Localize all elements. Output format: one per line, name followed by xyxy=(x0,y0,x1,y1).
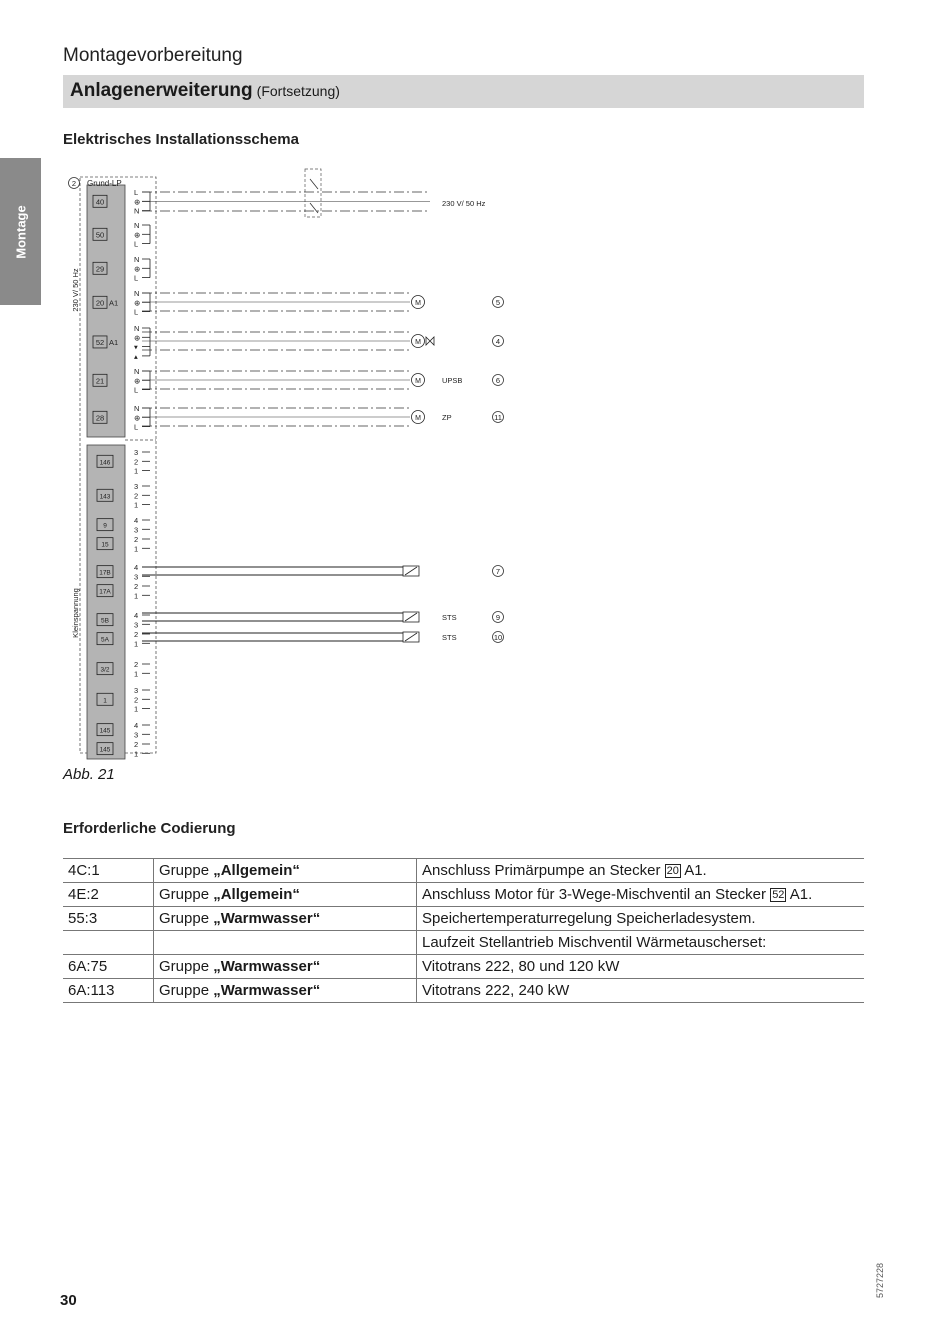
pin-label: ⊕ xyxy=(134,413,141,423)
description-suffix: A1. xyxy=(786,886,813,903)
coding-row xyxy=(63,907,864,931)
plug-number: 17A xyxy=(99,588,111,596)
pin-label: ⊕ xyxy=(134,333,141,343)
component-ref: 7 xyxy=(495,567,501,576)
pin-label: L xyxy=(134,188,139,197)
description-text: Vitotrans 222, 240 kW xyxy=(422,982,570,999)
plug-number: 5A xyxy=(101,636,109,644)
pin-label: 3 xyxy=(134,482,139,491)
pin-label: N xyxy=(134,404,140,413)
component-ref: 10 xyxy=(493,633,503,642)
coding-heading: Erforderliche Codierung xyxy=(63,820,236,837)
group-name: „Warmwasser“ xyxy=(213,910,321,927)
description-cell xyxy=(417,883,865,907)
pin-label: ▴ xyxy=(134,351,138,361)
voltage-label-right: 230 V/ 50 Hz xyxy=(442,199,486,208)
plug-number: 40 xyxy=(95,197,105,207)
description-text: Anschluss Motor für 3-Wege-Mischventil an Stecker xyxy=(422,886,771,903)
page-title-text: Anlagenerweiterung xyxy=(70,80,253,101)
pin-label: 4 xyxy=(134,721,139,730)
valve-symbol xyxy=(426,337,434,345)
group-name: „Warmwasser“ xyxy=(213,982,321,999)
power-bar xyxy=(87,185,125,437)
description-text: Laufzeit Stellantrieb Mischventil Wärmetauscherset: xyxy=(422,934,767,951)
code-cell: 6A:113 xyxy=(63,979,154,1003)
plug-number: 3/2 xyxy=(100,666,110,674)
coding-table xyxy=(63,858,864,1003)
pin-label: 2 xyxy=(134,630,139,639)
pin-label: 1 xyxy=(134,500,139,510)
motor-label: M xyxy=(415,378,421,385)
plug-suffix: A1 xyxy=(109,298,119,308)
group-cell xyxy=(154,979,417,1003)
coding-row xyxy=(63,955,864,979)
component-ref: 11 xyxy=(494,413,502,422)
group-name: „Warmwasser“ xyxy=(213,958,321,975)
pin-label: N xyxy=(134,221,140,230)
pin-label: 4 xyxy=(134,563,139,572)
pin-label: ⊕ xyxy=(134,230,141,240)
group-prefix: Gruppe xyxy=(159,958,214,975)
plug-box: 20 xyxy=(666,865,679,877)
plug-number: 52 xyxy=(95,337,105,347)
component-ref: 5 xyxy=(495,298,501,307)
pin-label: N xyxy=(134,367,140,376)
group-cell xyxy=(154,931,417,955)
pin-label: N xyxy=(134,324,140,333)
group-prefix: Gruppe xyxy=(159,910,214,927)
pin-label: 1 xyxy=(134,639,139,649)
plug-number: 28 xyxy=(95,413,105,423)
group-name: „Allgemein“ xyxy=(213,886,300,903)
pin-label: 3 xyxy=(134,686,139,695)
pin-label: L xyxy=(134,422,139,432)
component-label: UPSB xyxy=(442,376,463,385)
page-number: 30 xyxy=(60,1292,77,1309)
motor-label: M xyxy=(415,300,421,307)
pin-label: 4 xyxy=(134,516,139,525)
plug-number: 146 xyxy=(99,459,111,467)
voltage-label-left: 230 V/ 50 Hz xyxy=(71,268,80,312)
main-switch-frame xyxy=(305,169,321,217)
group-cell xyxy=(154,907,417,931)
description-text: Anschluss Primärpumpe an Stecker xyxy=(422,862,665,879)
code-cell: 4C:1 xyxy=(63,859,154,883)
plug-number: 143 xyxy=(99,493,111,501)
pin-label: L xyxy=(134,385,139,395)
pin-label: 2 xyxy=(134,535,139,544)
pin-label: 3 xyxy=(134,730,139,740)
low-voltage-label: Kleinspannung xyxy=(71,588,80,638)
motor-label: M xyxy=(415,339,421,346)
group-prefix: Gruppe xyxy=(159,982,214,999)
schema-heading: Elektrisches Installationsschema xyxy=(63,131,299,148)
group-cell xyxy=(154,883,417,907)
component-ref: 4 xyxy=(495,337,501,346)
pin-label: L xyxy=(134,307,139,317)
pin-label: 3 xyxy=(134,448,139,457)
page-title-suffix: (Fortsetzung) xyxy=(256,83,340,99)
section-title: Montagevorbereitung xyxy=(63,45,243,66)
pin-label: 2 xyxy=(134,491,139,501)
plug-number: 9 xyxy=(103,522,107,530)
pin-label: 2 xyxy=(134,457,139,467)
page-heading-bar xyxy=(63,75,864,108)
main-switch xyxy=(310,179,318,213)
description-cell xyxy=(417,931,865,955)
pin-label: ⊕ xyxy=(134,298,141,308)
description-cell xyxy=(417,955,865,979)
description-text: Speichertemperaturregelung Speicherladesystem. xyxy=(422,910,756,927)
component-label: ZP xyxy=(442,413,452,422)
group-prefix: Gruppe xyxy=(159,886,214,903)
side-tab-label: Montage xyxy=(13,204,28,259)
pin-label: 4 xyxy=(134,611,139,620)
coding-row xyxy=(63,979,864,1003)
pin-label: L xyxy=(134,239,139,249)
plug-number: 29 xyxy=(95,264,105,274)
coding-row xyxy=(63,859,864,883)
coding-row xyxy=(63,883,864,907)
pin-label: 2 xyxy=(134,740,139,749)
board-label: Grund-LP xyxy=(87,179,122,188)
component-label: STS xyxy=(442,613,457,622)
motor-label: M xyxy=(415,415,421,422)
description-cell xyxy=(417,979,865,1003)
plug-number: 20 xyxy=(95,298,105,308)
pin-label: ⊕ xyxy=(134,197,141,207)
wiring-diagram xyxy=(60,165,540,765)
pin-label: ⊕ xyxy=(134,376,141,386)
pin-label: 1 xyxy=(134,591,139,601)
pin-label: 1 xyxy=(134,704,139,714)
side-tab[interactable] xyxy=(0,158,41,305)
pin-label: 3 xyxy=(134,572,139,582)
code-cell: 55:3 xyxy=(63,907,154,931)
pin-label: 1 xyxy=(134,466,139,476)
group-name: „Allgemein“ xyxy=(213,862,300,879)
component-ref: 9 xyxy=(495,613,501,622)
pin-label: 2 xyxy=(134,582,139,591)
description-cell xyxy=(417,859,865,883)
pin-label: 2 xyxy=(134,695,139,705)
pin-label: L xyxy=(134,273,139,283)
code-cell: 6A:75 xyxy=(63,955,154,979)
pin-label: 1 xyxy=(134,749,139,759)
component-label: STS xyxy=(442,633,457,642)
pin-label: N xyxy=(134,255,140,264)
pin-label: N xyxy=(134,289,140,298)
document-number: 5727228 xyxy=(875,1262,885,1298)
plug-number: 17B xyxy=(99,569,111,577)
description-suffix: A1. xyxy=(680,862,707,879)
plug-number: 50 xyxy=(95,230,105,240)
pin-label: 3 xyxy=(134,525,139,535)
plug-number: 5B xyxy=(101,617,109,625)
code-cell: 4E:2 xyxy=(63,883,154,907)
pin-label: 3 xyxy=(134,620,139,630)
description-text: Vitotrans 222, 80 und 120 kW xyxy=(422,958,620,975)
figure-caption: Abb. 21 xyxy=(63,766,115,783)
plug-number: 145 xyxy=(99,727,111,735)
plug-number: 21 xyxy=(95,376,105,386)
group-cell xyxy=(154,955,417,979)
group-cell xyxy=(154,859,417,883)
component-ref: 6 xyxy=(495,376,501,385)
code-cell xyxy=(63,931,154,955)
coding-row xyxy=(63,931,864,955)
group-prefix: Gruppe xyxy=(159,862,214,879)
plug-number: 145 xyxy=(99,746,111,754)
plug-number: 1 xyxy=(103,697,107,705)
board-number: 2 xyxy=(71,179,77,188)
plug-suffix: A1 xyxy=(109,337,119,347)
low-voltage-bar xyxy=(87,445,125,759)
pin-label: ▾ xyxy=(134,342,138,352)
description-cell xyxy=(417,907,865,931)
page-title xyxy=(70,80,340,102)
pin-label: 1 xyxy=(134,544,139,554)
pin-label: 2 xyxy=(134,660,139,669)
pin-label: ⊕ xyxy=(134,264,141,274)
plug-box: 52 xyxy=(772,889,785,901)
plug-number: 15 xyxy=(101,541,109,549)
pin-label: 1 xyxy=(134,669,139,679)
pin-label: N xyxy=(134,206,140,216)
